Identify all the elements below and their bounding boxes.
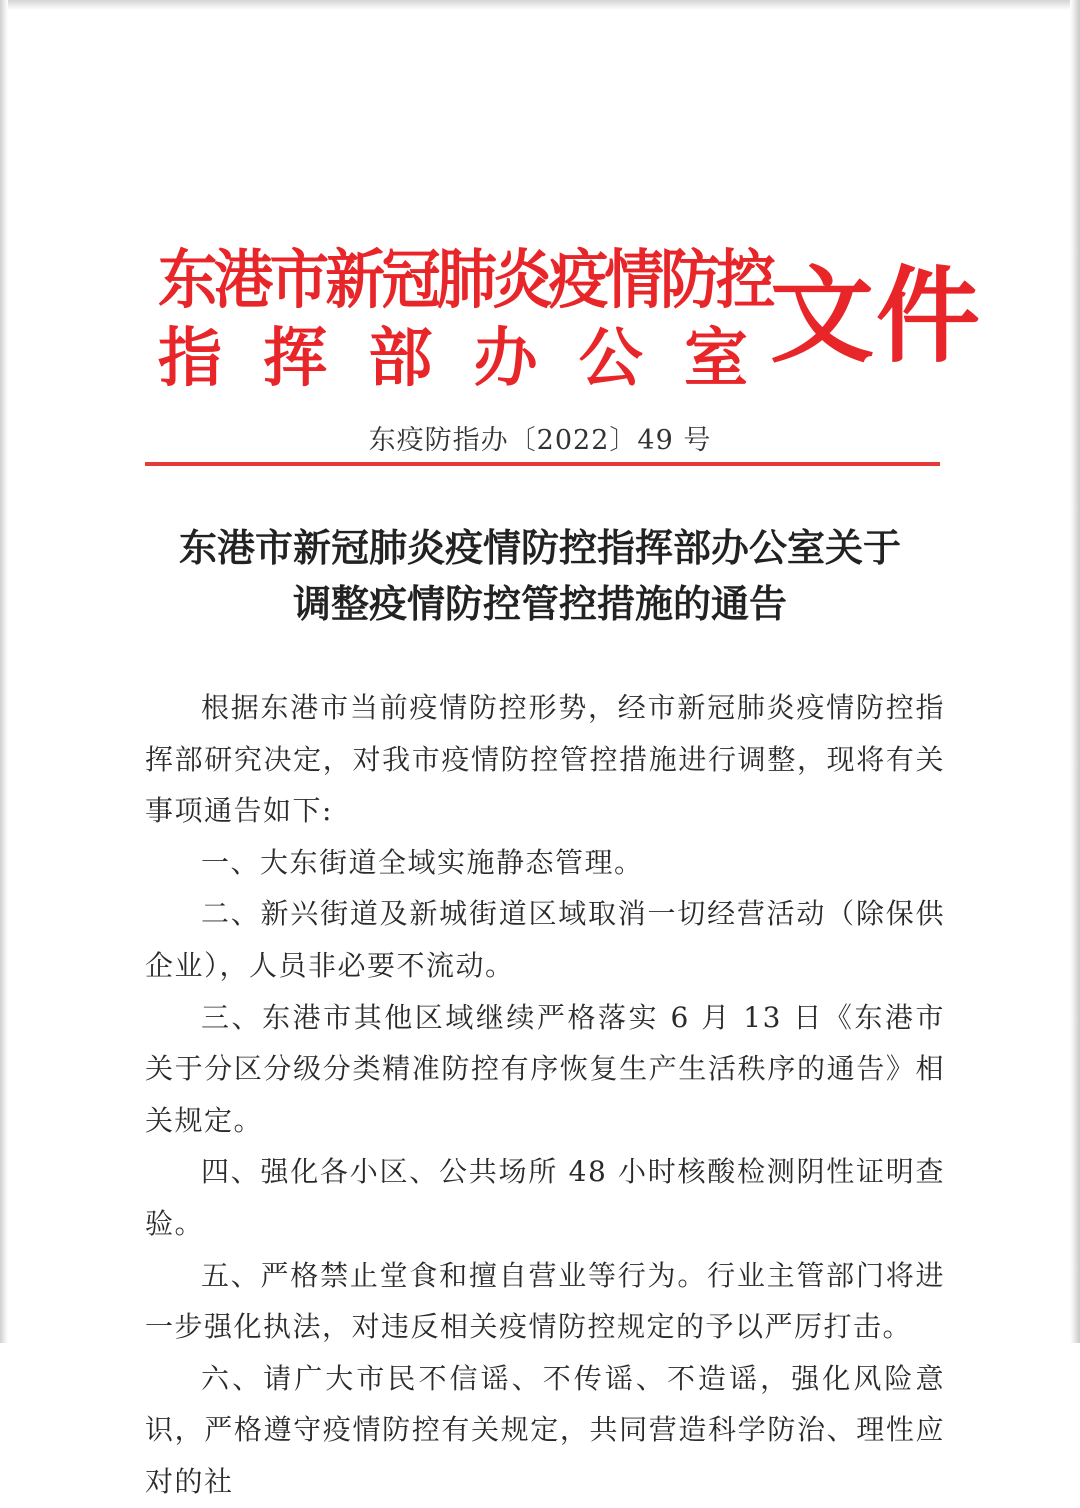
red-divider-line — [145, 462, 940, 466]
organization-char: 部 — [368, 321, 433, 396]
body-paragraph: 一、大东街道全域实施静态管理。 — [201, 845, 644, 879]
organization-char: 办 — [473, 321, 538, 396]
document-title — [0, 520, 1080, 632]
organization-char: 指 — [158, 321, 222, 396]
title-line-2: 调整疫情防控管控措施的通告 — [292, 581, 787, 626]
organization-char: 挥 — [263, 321, 328, 396]
body-paragraph: 二、新兴街道及新城街道区域取消一切经营活动（除保供企业），人员非必要不流动。 — [145, 897, 945, 982]
organization-line-2 — [158, 321, 748, 396]
document-type-label: 文件 — [770, 254, 983, 377]
document-number: 东疫防指办〔2022〕49 号 — [368, 425, 712, 456]
body-paragraph: 四、强化各小区、公共场所 48 小时核酸检测阴性证明查验。 — [145, 1155, 945, 1240]
scan-edge-right — [1070, 0, 1080, 1343]
organization-line-1: 东港市新冠肺炎疫情防控 — [158, 243, 772, 318]
body-paragraph: 三、东港市其他区域继续严格落实 6 月 13 日《东港市关于分区分级分类精准防控有序恢复生产生活秩序的通告》相关规定。 — [145, 1000, 945, 1137]
scan-edge-top — [0, 0, 1080, 10]
organization-char: 公 — [578, 321, 643, 396]
title-line-1: 东港市新冠肺炎疫情防控指挥部办公室关于 — [178, 525, 901, 570]
document-body — [145, 682, 945, 1508]
scan-edge-left — [0, 0, 8, 1343]
organization-char: 室 — [683, 321, 748, 396]
body-paragraph: 五、严格禁止堂食和擅自营业等行为。行业主管部门将进一步强化执法，对违反相关疫情防控规定的予以严厉打击。 — [145, 1258, 945, 1344]
body-paragraph: 六、请广大市民不信谣、不传谣、不造谣，强化风险意识，严格遵守疫情防控有关规定，共同营造科学防治、理性应对的社 — [145, 1361, 945, 1498]
body-paragraph: 根据东港市当前疫情防控形势，经市新冠肺炎疫情防控指挥部研究决定，对我市疫情防控管控措施进行调整，现将有关事项通告如下: — [145, 691, 945, 828]
